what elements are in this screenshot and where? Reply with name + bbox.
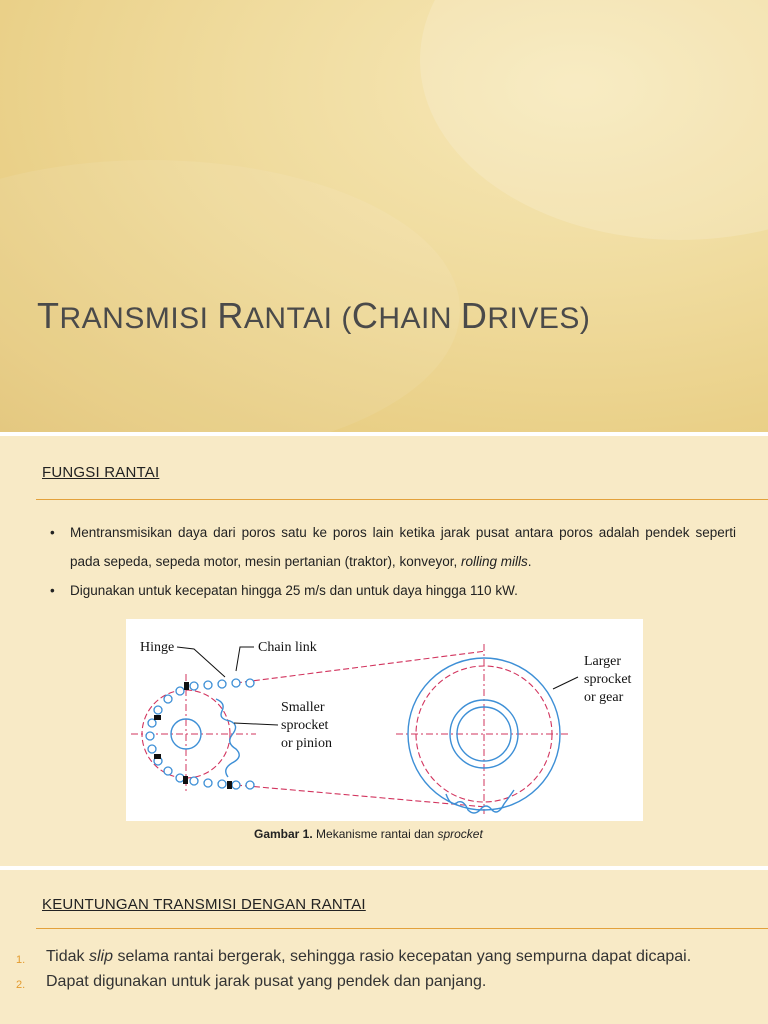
- larger-sprocket-label-line3: or gear: [584, 690, 624, 705]
- figure-caption: Gambar 1. Mekanisme rantai dan sprocket: [254, 827, 483, 841]
- bullet-item: • Mentransmisikan daya dari poros satu ke poros lain ketika jarak pusat antara poros adalah pendek seperti pada sepeda, sepeda motor, mesin pertanian (traktor), konveyor, rolling mills.: [50, 518, 736, 576]
- heading-rule: [36, 928, 768, 929]
- bullet-item: • Digunakan untuk kecepatan hingga 25 m/s dan untuk daya hingga 110 kW.: [50, 576, 736, 605]
- fungsi-bullet-list: [50, 518, 736, 605]
- keuntungan-list: [16, 946, 746, 996]
- larger-sprocket-label-line1: Larger: [584, 654, 622, 669]
- keuntungan-heading: KEUNTUNGAN TRANSMISI DENGAN RANTAI: [42, 896, 366, 913]
- slide-title: TRANSMISI RANTAI (CHAIN DRIVES): [37, 295, 591, 336]
- list-item: 2. Dapat digunakan untuk jarak pusat yang pendek dan panjang.: [16, 973, 487, 991]
- heading-rule: [36, 499, 768, 500]
- smaller-sprocket-label-line3: or pinion: [281, 736, 332, 751]
- fungsi-heading: FUNGSI RANTAI: [42, 464, 160, 481]
- larger-sprocket-label-line2: sprocket: [584, 672, 632, 687]
- list-item: 1. Tidak slip selama rantai bergerak, sehingga rasio kecepatan yang sempurna dapat dicapai.: [16, 948, 692, 966]
- hinge-label: Hinge: [140, 640, 175, 655]
- chain-drive-figure: [126, 619, 643, 821]
- background-swirl: [420, 0, 768, 240]
- fungsi-section: [0, 436, 768, 866]
- smaller-sprocket-label-line1: Smaller: [281, 700, 325, 715]
- chain-link-label: Chain link: [258, 640, 317, 655]
- title-slide: [0, 0, 768, 432]
- keuntungan-section: [0, 870, 768, 1024]
- chain-sprocket-diagram: [126, 619, 643, 821]
- smaller-sprocket-label-line2: sprocket: [281, 718, 329, 733]
